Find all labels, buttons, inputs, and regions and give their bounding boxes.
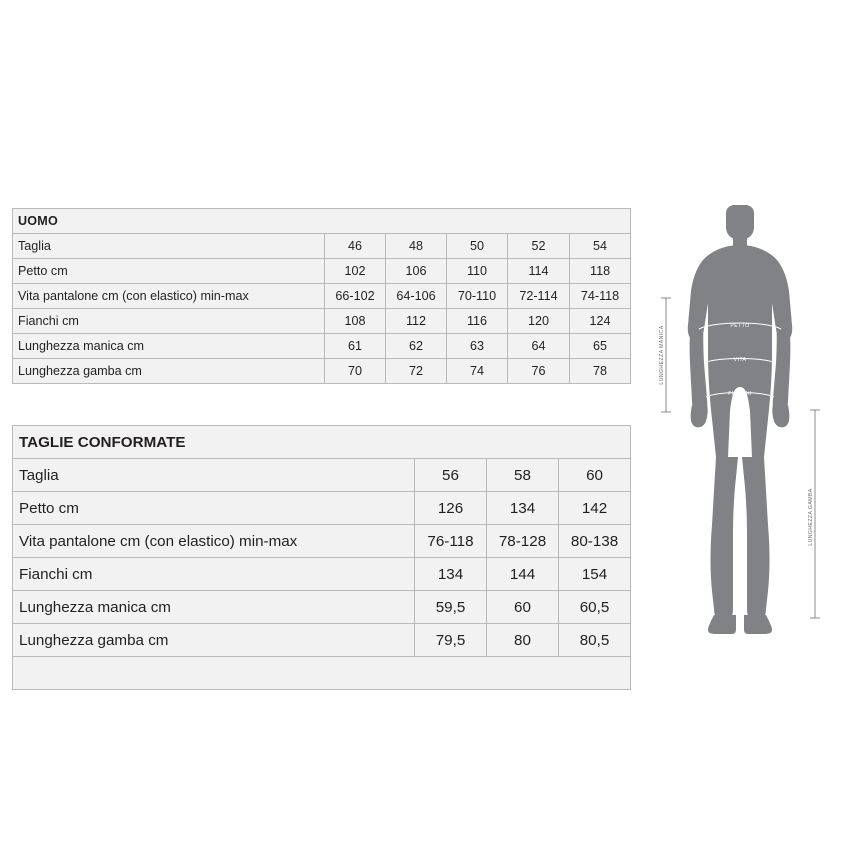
cell-value: 76	[508, 359, 570, 384]
table-row	[13, 492, 631, 525]
male-body-measurement-diagram	[648, 205, 838, 655]
row-label: Petto cm	[13, 259, 325, 284]
cell-value: 118	[570, 259, 631, 284]
cell-value: 70	[325, 359, 386, 384]
table-row	[13, 359, 631, 384]
cell-value: 78	[570, 359, 631, 384]
size-table-uomo	[12, 208, 631, 384]
table-row	[13, 334, 631, 359]
cell-value: 62	[386, 334, 447, 359]
table-title-taglie-conformate: TAGLIE CONFORMATE	[13, 426, 631, 459]
cell-value: 65	[570, 334, 631, 359]
label-lunghezza-gamba: LUNGHEZZA GAMBA	[808, 488, 814, 546]
cell-value: 78-128	[487, 525, 559, 558]
cell-value: 60	[487, 591, 559, 624]
cell-value: 134	[487, 492, 559, 525]
row-label: Petto cm	[13, 492, 415, 525]
label-vita: VITA	[733, 357, 747, 363]
cell-value: 72	[386, 359, 447, 384]
column-header-size-58: 58	[487, 459, 559, 492]
table-footer-spacer-row	[13, 657, 631, 690]
cell-value: 64	[508, 334, 570, 359]
cell-value: 114	[508, 259, 570, 284]
column-header-taglia: Taglia	[13, 234, 325, 259]
table-title-row	[13, 209, 631, 234]
cell-value: 64-106	[386, 284, 447, 309]
cell-value: 61	[325, 334, 386, 359]
column-header-size-56: 56	[415, 459, 487, 492]
cell-value: 79,5	[415, 624, 487, 657]
table-row	[13, 624, 631, 657]
table-header-row	[13, 459, 631, 492]
cell-value: 80	[487, 624, 559, 657]
row-label: Lunghezza manica cm	[13, 591, 415, 624]
row-label: Vita pantalone cm (con elastico) min-max	[13, 525, 415, 558]
column-header-size-60: 60	[559, 459, 631, 492]
table-row	[13, 259, 631, 284]
table-title-uomo: UOMO	[13, 209, 631, 234]
label-petto: PETTO	[730, 323, 750, 329]
table-row	[13, 309, 631, 334]
cell-value: 108	[325, 309, 386, 334]
column-header-size-54: 54	[570, 234, 631, 259]
label-fianchi: FIANCHI	[728, 391, 752, 397]
table-title-row	[13, 426, 631, 459]
row-label: Lunghezza manica cm	[13, 334, 325, 359]
cell-value: 102	[325, 259, 386, 284]
size-table-uomo-block	[12, 208, 630, 384]
row-label: Fianchi cm	[13, 558, 415, 591]
row-label: Fianchi cm	[13, 309, 325, 334]
column-header-size-52: 52	[508, 234, 570, 259]
cell-value: 63	[447, 334, 508, 359]
table-header-row	[13, 234, 631, 259]
row-label: Vita pantalone cm (con elastico) min-max	[13, 284, 325, 309]
table-row	[13, 558, 631, 591]
size-table-conformate-block	[12, 425, 630, 690]
column-header-size-46: 46	[325, 234, 386, 259]
cell-value: 70-110	[447, 284, 508, 309]
cell-value: 154	[559, 558, 631, 591]
label-lunghezza-manica: LUNGHEZZA MANICA	[659, 325, 665, 385]
column-header-taglia: Taglia	[13, 459, 415, 492]
table-row	[13, 525, 631, 558]
cell-value: 60,5	[559, 591, 631, 624]
cell-value: 66-102	[325, 284, 386, 309]
table-row	[13, 591, 631, 624]
cell-value: 144	[487, 558, 559, 591]
column-header-size-50: 50	[447, 234, 508, 259]
cell-value: 134	[415, 558, 487, 591]
cell-value: 80,5	[559, 624, 631, 657]
cell-value: 76-118	[415, 525, 487, 558]
cell-value: 72-114	[508, 284, 570, 309]
column-header-size-48: 48	[386, 234, 447, 259]
cell-value: 124	[570, 309, 631, 334]
cell-value: 74	[447, 359, 508, 384]
cell-value: 110	[447, 259, 508, 284]
cell-value: 120	[508, 309, 570, 334]
cell-value: 126	[415, 492, 487, 525]
cell-value: 116	[447, 309, 508, 334]
cell-value: 142	[559, 492, 631, 525]
cell-value: 106	[386, 259, 447, 284]
table-row	[13, 284, 631, 309]
body-silhouette-shape	[688, 205, 793, 634]
cell-value: 74-118	[570, 284, 631, 309]
size-table-taglie-conformate	[12, 425, 631, 690]
row-label: Lunghezza gamba cm	[13, 359, 325, 384]
cell-value: 112	[386, 309, 447, 334]
cell-value: 80-138	[559, 525, 631, 558]
row-label: Lunghezza gamba cm	[13, 624, 415, 657]
cell-value: 59,5	[415, 591, 487, 624]
